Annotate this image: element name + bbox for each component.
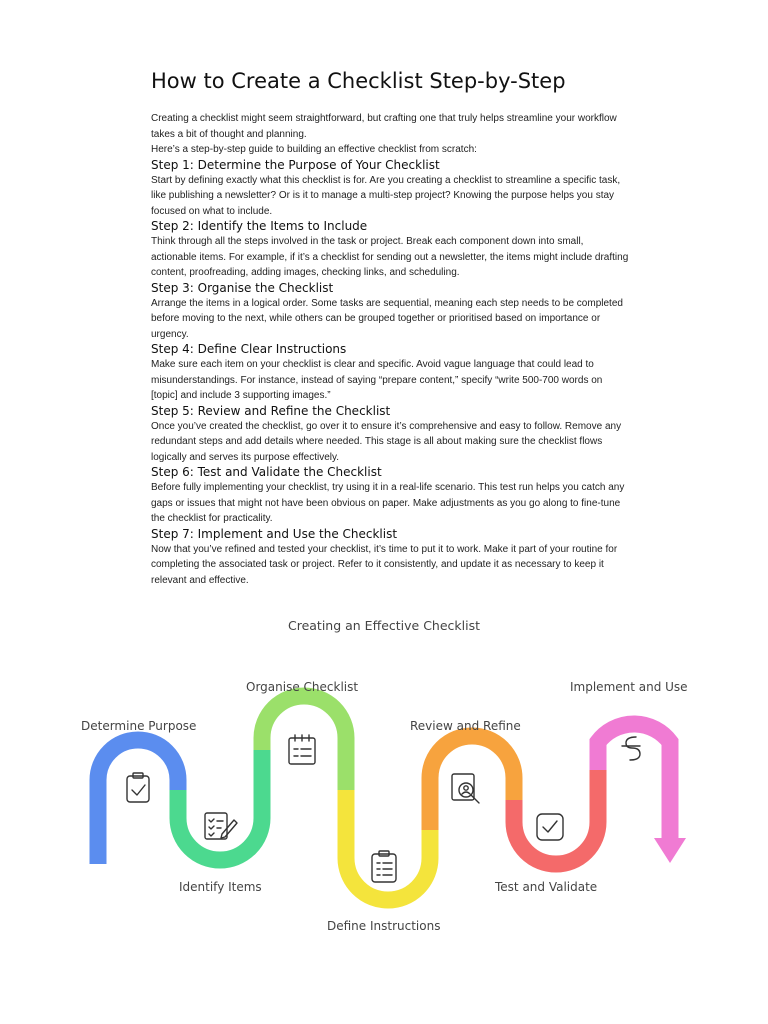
step-body: Once you’ve created the checklist, go over it to ensure it’s comprehensive and easy to follow. Remove any redundant steps and add details where needed. This stage is all about making sure the checklist flows logically and serves its purpose effectively. xyxy=(151,420,622,463)
step-6 xyxy=(151,465,631,527)
serpentine-path xyxy=(0,600,768,950)
stage-segment xyxy=(514,770,598,864)
intro-paragraph: Creating a checklist might seem straightforward, but crafting one that truly helps streamline your workflow takes a bit of thought and planning. xyxy=(151,113,617,140)
checklist-pencil-icon xyxy=(205,813,237,839)
step-7 xyxy=(151,527,631,589)
stage-segment xyxy=(346,790,430,900)
stage-label-define-instructions: Define Instructions xyxy=(327,919,441,933)
clipboard-check-icon xyxy=(127,773,149,802)
article xyxy=(151,66,631,588)
arrow-head xyxy=(654,838,686,863)
stage-label-identify-items: Identify Items xyxy=(179,880,262,894)
intro-paragraph: Here’s a step-by-step guide to building an effective checklist from scratch: xyxy=(151,144,477,155)
stage-label-review-and-refine: Review and Refine xyxy=(410,719,521,733)
step-heading: Step 2: Identify the Items to Include xyxy=(151,219,368,233)
intro xyxy=(151,111,631,158)
diagram-title: Creating an Effective Checklist xyxy=(287,618,481,633)
stage-segment xyxy=(262,696,346,790)
page-title: How to Create a Checklist Step-by-Step xyxy=(151,69,566,93)
stage-label-test-and-validate: Test and Validate xyxy=(495,880,598,894)
step-heading: Step 3: Organise the Checklist xyxy=(151,280,334,295)
step-body: Make sure each item on your checklist is clear and specific. Avoid vague language that could lead to misunderstandings. For instance, instead of saying “prepare content,” specify “write 500-700 words on [topic] and include 3 supporting images.” xyxy=(151,359,603,401)
process-diagram xyxy=(0,600,768,950)
clipboard-list-icon xyxy=(372,851,396,882)
step-4 xyxy=(151,342,631,404)
stage-segment xyxy=(178,750,262,860)
step-3 xyxy=(151,281,631,343)
step-body: Start by defining exactly what this checklist is for. Are you creating a checklist to streamline a specific task, like publishing a newsletter? Or is it to manage a multi-step project? Knowing the purpose helps you stay focused on what to include. xyxy=(151,174,621,217)
step-body: Before fully implementing your checklist, try using it in a real-life scenario. This test run helps you catch any gaps or issues that might not have been obvious on paper. Make adjustments as you go along to fine-tune the checklist for practicality. xyxy=(151,482,625,524)
step-5 xyxy=(151,404,631,466)
stage-label-organise-checklist: Organise Checklist xyxy=(246,680,359,694)
step-heading: Step 6: Test and Validate the Checklist xyxy=(151,465,382,479)
calendar-list-icon xyxy=(289,735,315,764)
step-heading: Step 5: Review and Refine the Checklist xyxy=(151,403,391,418)
stage-label-implement-and-use: Implement and Use xyxy=(570,680,688,694)
step-1 xyxy=(151,158,631,220)
step-heading: Step 7: Implement and Use the Checklist xyxy=(151,526,398,541)
step-body: Arrange the items in a logical order. Some tasks are sequential, meaning each step needs to be completed before moving to the next, while others can be grouped together or prioritised based on importance or urgency. xyxy=(151,297,623,340)
step-body: Now that you’ve refined and tested your checklist, it’s time to put it to work. Make it part of your routine for completing the associated task or project. Refer to it consistently, and update it as necessary to keep it relevant and effective. xyxy=(151,543,618,586)
stage-segment xyxy=(598,724,670,838)
step-heading: Step 1: Determine the Purpose of Your Checklist xyxy=(151,157,440,172)
search-document-icon xyxy=(452,774,479,803)
stage-label-determine-purpose: Determine Purpose xyxy=(81,719,197,733)
path-icon xyxy=(622,737,640,760)
step-heading: Step 4: Define Clear Instructions xyxy=(151,342,347,356)
check-box-icon xyxy=(537,814,563,840)
step-body: Think through all the steps involved in the task or project. Break each component down into small, actionable items. For example, if it’s a checklist for sending out a newsletter, the items might include drafting content, proofreading, adding images, checking links, and scheduling. xyxy=(151,236,629,278)
stage-segment xyxy=(430,736,514,830)
step-2 xyxy=(151,219,631,281)
